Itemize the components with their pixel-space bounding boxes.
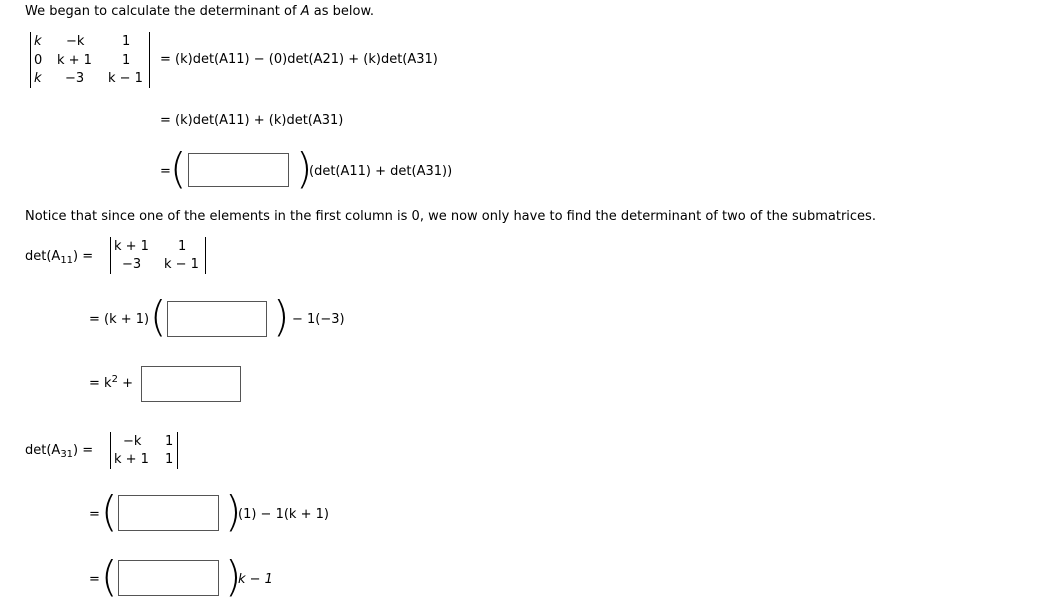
a11-r2-c2: k − 1 [164, 257, 199, 272]
right-paren-icon: ) [296, 144, 313, 193]
det-a31-label: $\det(A_{31})$ = [25, 443, 94, 460]
a-r3-c3: k − 1 [108, 71, 143, 86]
a31-step2-eq: = [89, 572, 100, 587]
expansion-line-1: = (k)det(A11) − (0)det(A21) + (k)det(A31) [160, 52, 438, 67]
a31-r1-c1: −k [123, 434, 142, 449]
expansion-line-2: = (k)det(A11) + (k)det(A31) [160, 113, 344, 128]
right-paren-icon: ) [225, 487, 242, 536]
a11-step1-answer-box[interactable] [167, 301, 267, 337]
matrix-a11-right-bar [205, 237, 206, 274]
matrix-a11-left-bar [110, 237, 111, 274]
a31-r1-c2: 1 [165, 434, 174, 449]
a11-r1-c1: k + 1 [114, 239, 149, 254]
a31-step1-eq: = [89, 507, 100, 522]
a-r1-c3: 1 [122, 34, 131, 49]
right-paren-icon: ) [273, 292, 290, 341]
left-paren-icon: ( [101, 552, 118, 601]
a31-r2-c2: 1 [165, 452, 174, 467]
a11-step1-prefix: = (k + 1) [89, 312, 150, 327]
a31-r2-c1: k + 1 [114, 452, 149, 467]
a11-r1-c2: 1 [178, 239, 187, 254]
factor-k-answer-box[interactable] [188, 153, 289, 187]
matrix-a-left-bar [30, 32, 31, 88]
expansion-line-3-suffix: (det(A11) + det(A31)) [309, 164, 453, 179]
a31-step2-input[interactable] [119, 561, 218, 595]
a31-step2-suffix: k − 1 [238, 572, 273, 587]
intro-text: We began to calculate the determinant of A as below. [25, 4, 375, 19]
a31-step1-answer-box[interactable] [118, 495, 219, 531]
notice-text: Notice that since one of the elements in the first column is 0, we now only have to find the determinant of two of the submatrices. [25, 209, 876, 224]
left-paren-icon: ( [150, 292, 167, 341]
a-r2-c2: k + 1 [57, 53, 92, 68]
a11-step1-suffix: − 1(−3) [292, 312, 345, 327]
det-a11-label: $\det(A_{11})$ = [25, 249, 94, 266]
a-r1-c2: −k [66, 34, 85, 49]
right-paren-icon: ) [225, 552, 242, 601]
matrix-a31-right-bar [177, 432, 178, 469]
left-paren-icon: ( [170, 144, 187, 193]
a31-step1-suffix: (1) − 1(k + 1) [238, 507, 329, 522]
a31-step1-input[interactable] [119, 496, 218, 530]
a-r1-c1: k [34, 34, 42, 49]
factor-k-input[interactable] [189, 154, 288, 186]
matrix-a31-left-bar [110, 432, 111, 469]
a11-step2-answer-box[interactable] [141, 366, 241, 402]
a-r2-c3: 1 [122, 53, 131, 68]
matrix-a-right-bar [149, 32, 150, 88]
a11-step2-text: = $k^2$ + [89, 374, 133, 391]
a-r3-c1: k [34, 71, 42, 86]
a11-step2-input[interactable] [142, 367, 240, 401]
a11-step1-input[interactable] [168, 302, 266, 336]
a31-step2-answer-box[interactable] [118, 560, 219, 596]
a-r3-c2: −3 [65, 71, 85, 86]
a-r2-c1: 0 [34, 53, 43, 68]
left-paren-icon: ( [101, 487, 118, 536]
a11-r2-c1: −3 [122, 257, 142, 272]
expansion-line-3-eq: = [160, 164, 171, 179]
